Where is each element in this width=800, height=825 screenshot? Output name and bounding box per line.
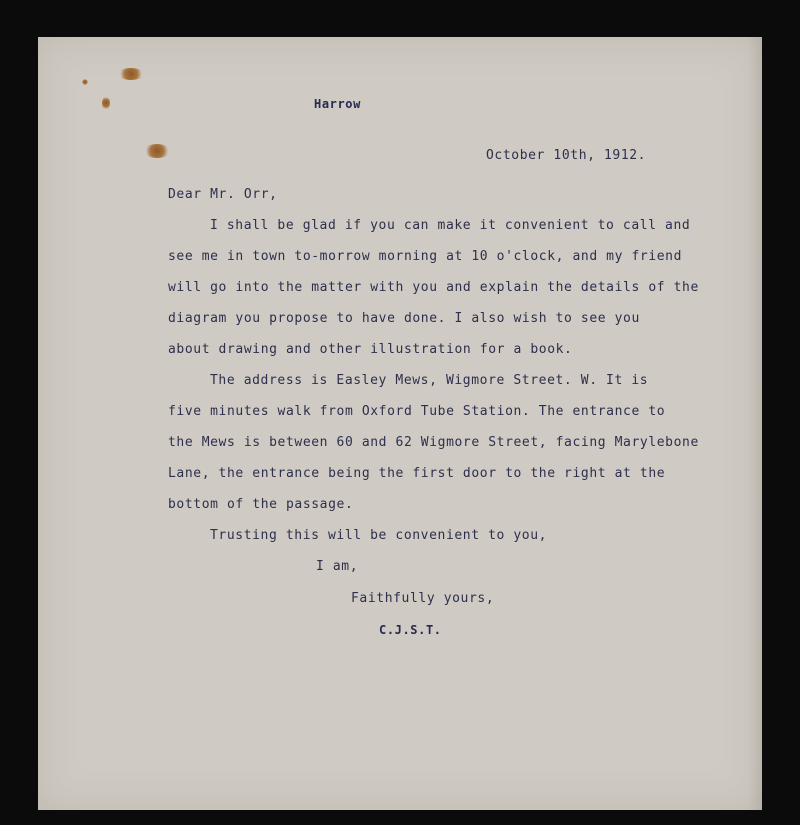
letter-signature-initials: C.J.S.T. bbox=[379, 623, 442, 637]
letter-date: October 10th, 1912. bbox=[486, 148, 647, 163]
letter-body-line: bottom of the passage. bbox=[168, 497, 354, 512]
letter-body-line: about drawing and other illustration for a book. bbox=[168, 342, 573, 357]
letter-body-line: diagram you propose to have done. I also wish to see you bbox=[168, 311, 640, 326]
letter-closing: I am, bbox=[316, 559, 359, 574]
rust-stain bbox=[144, 144, 170, 158]
rust-stain bbox=[118, 68, 144, 80]
letter-heading-place: Harrow bbox=[314, 97, 361, 111]
letter-body-line: will go into the matter with you and explain the details of the bbox=[168, 280, 699, 295]
letter-body-line: see me in town to-morrow morning at 10 o'clock, and my friend bbox=[168, 249, 683, 264]
letter-body-line: The address is Easley Mews, Wigmore Street. W. It is bbox=[210, 373, 649, 388]
letter-salutation: Dear Mr. Orr, bbox=[168, 187, 278, 202]
letter-paper bbox=[38, 37, 762, 810]
rust-stain bbox=[102, 96, 110, 110]
letter-body-line: the Mews is between 60 and 62 Wigmore Street, facing Marylebone bbox=[168, 435, 699, 450]
letter-body-line: Trusting this will be convenient to you, bbox=[210, 528, 548, 543]
letter-body-line: I shall be glad if you can make it convenient to call and bbox=[210, 218, 691, 233]
letter-body-line: five minutes walk from Oxford Tube Station. The entrance to bbox=[168, 404, 666, 419]
rust-stain bbox=[82, 79, 88, 85]
letter-closing: Faithfully yours, bbox=[351, 591, 495, 606]
letter-body-line: Lane, the entrance being the first door to the right at the bbox=[168, 466, 666, 481]
